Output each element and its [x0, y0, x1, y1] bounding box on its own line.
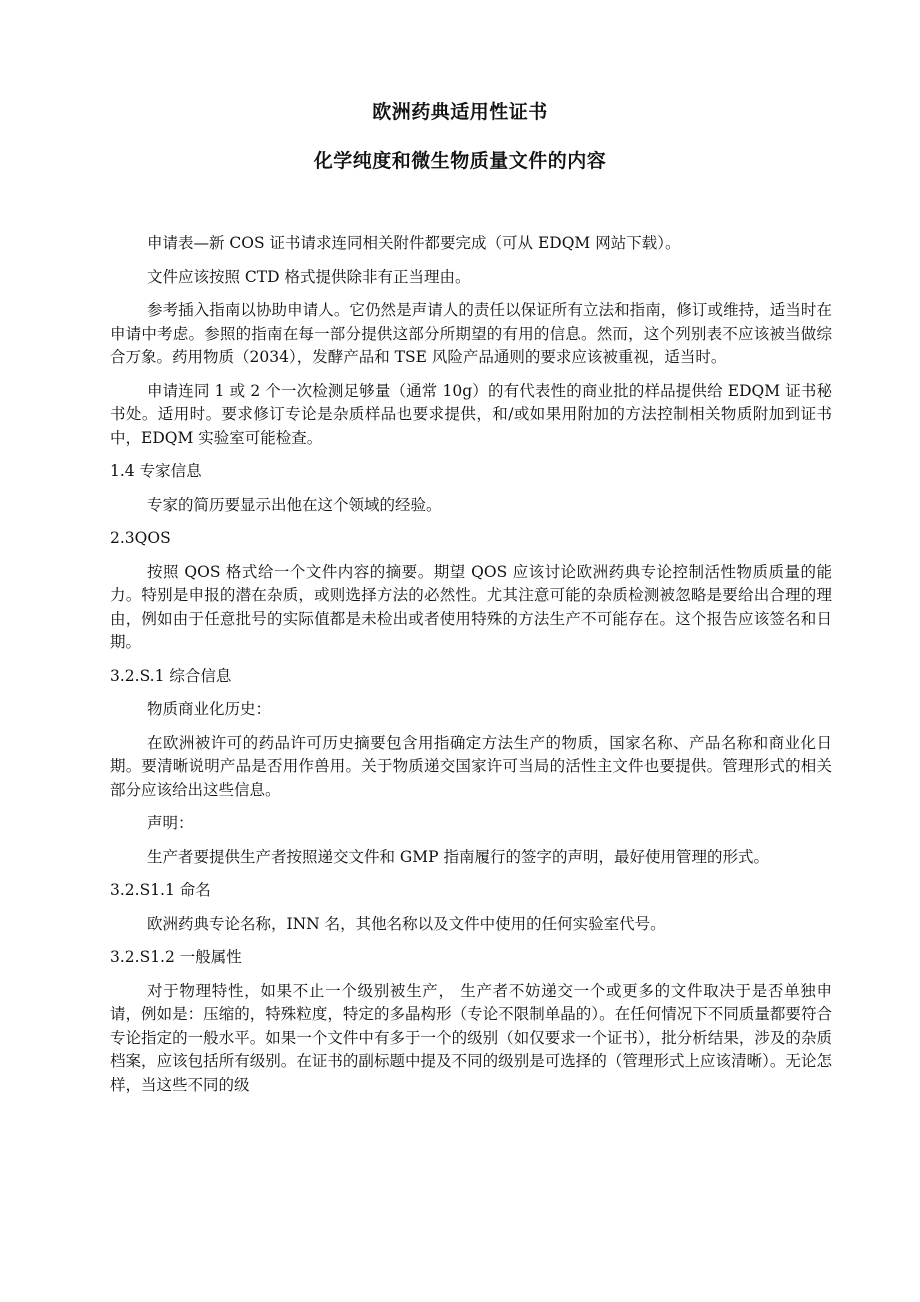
section-paragraph: 欧洲药典专论名称，INN 名，其他名称以及文件中使用的任何实验室代号。 — [147, 914, 666, 933]
intro-paragraph-2: 文件应该按照 CTD 格式提供除非有正当理由。 — [147, 267, 471, 286]
section-paragraph: 在欧洲被许可的药品许可历史摘要包含用指确定方法生产的物质，国家名称、产品名称和商业化日期。要清晰说明产品是否用作兽用。关于物质递交国家许可当局的活性主文件也要提供。管理形式的相关部分应该给出这些信息。 — [110, 733, 832, 799]
section-heading-general-properties: 3.2.S1.2 一般属性 — [110, 948, 242, 966]
section-paragraph: 按照 QOS 格式给一个文件内容的摘要。期望 QOS 应该讨论欧洲药典专论控制活性物质质量的能力。特别是申报的潜在杂质，或则选择方法的必然性。尤其注意可能的杂质检测被忽略是要给出合理的理由，例如由于任意批号的实际值都是未检出或者使用特殊的方法生产不可能存在。这个报告应该签名和日期。 — [110, 562, 832, 651]
section-heading-qos: 2.3QOS — [110, 529, 171, 547]
intro-paragraph-3: 参考插入指南以协助申请人。它仍然是声请人的责任以保证所有立法和指南，修订或维持，适当时在申请中考虑。参照的指南在每一部分提供这部分所期望的有用的信息。然而，这个列别表不应该被当做综合万象。药用物质（2034），发酵产品和 TSE 风险产品通则的要求应该被重视，适当时。 — [110, 301, 832, 366]
section-paragraph: 物质商业化历史： — [147, 700, 272, 718]
section-paragraph: 生产者要提供生产者按照递交文件和 GMP 指南履行的签字的声明，最好使用管理的形式。 — [147, 847, 770, 866]
document-title: 欧洲药典适用性证书 — [372, 101, 548, 123]
section-heading-expert-info: 1.4 专家信息 — [110, 462, 202, 480]
intro-paragraph-1: 申请表—新 COS 证书请求连同相关附件都要完成（可从 EDQM 网站下载）。 — [147, 234, 681, 252]
document-body — [110, 232, 832, 1107]
section-paragraph: 对于物理特性，如果不止一个级别被生产， 生产者不妨递交一个或更多的文件取决于是否单独申请，例如是：压缩的，特殊粒度，特定的多晶构形（专论不限制单晶的）。在任何情况下不同质量都要符合专论指定的一般水平。如果一个文件中有多于一个的级别（如仅要求一个证书），批分析结果，涉及的杂质档案，应该包括所有级别。在证书的副标题中提及不同的级别是可选择的（管理形式上应该清晰）。无论怎样，当这些不同的级 — [110, 981, 832, 1094]
section-heading-general-info: 3.2.S.1 综合信息 — [110, 666, 232, 685]
section-paragraph: 声明： — [147, 814, 194, 832]
document-subtitle: 化学纯度和微生物质量文件的内容 — [313, 150, 607, 172]
section-heading-nomenclature: 3.2.S1.1 命名 — [110, 881, 211, 899]
section-paragraph: 专家的简历要显示出他在这个领域的经验。 — [147, 495, 442, 514]
intro-paragraph-4: 申请连同 1 或 2 个一次检测足够量（通常 10g）的有代表性的商业批的样品提供给 EDQM 证书秘书处。适用时。要求修订专论是杂质样品也要求提供，和/或如果用附加的方法控制相关物质附加到证书中，EDQM 实验室可能检查。 — [110, 381, 832, 447]
